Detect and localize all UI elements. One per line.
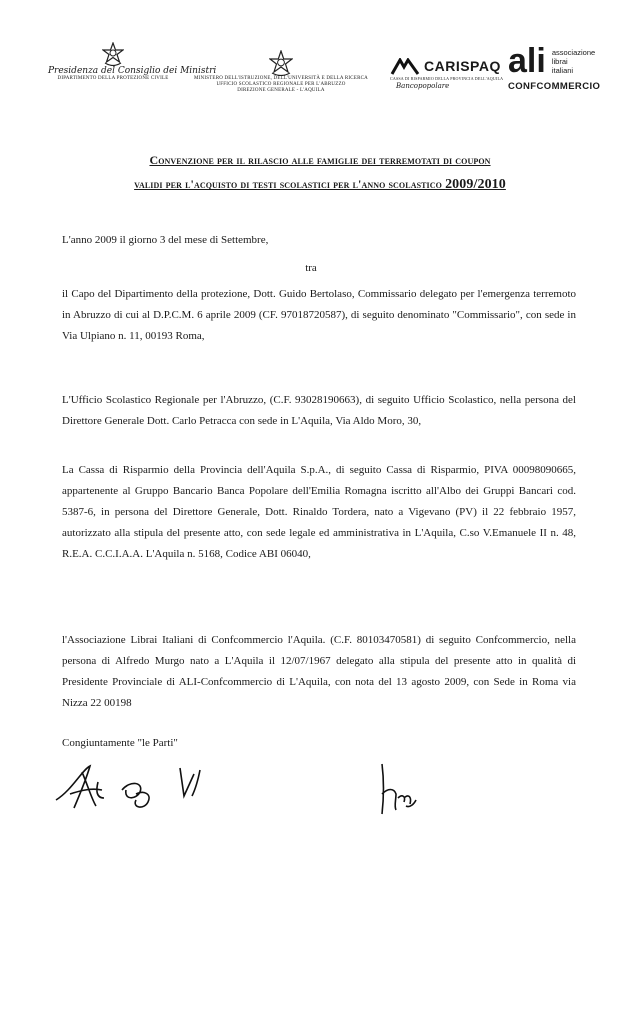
carispaq-subtext: CASSA DI RISPARMIO DELLA PROVINCIA DELL'AQUILA: [390, 76, 504, 82]
party-confcommercio: l'Associazione Librai Italiani di Confcommercio l'Aquila. (C.F. 80103470581) di seguito Confcommercio, nella persona di Alfredo Murgo nato a L'Aquila il 12/07/1967 delegato alla stipula del presente atto in qualità di Presidente Provinciale di ALI-Confcommercio di L'Aquila, con nota del 13 agosto 2009, con Sede in Roma via Nizza 22 00198: [62, 634, 576, 709]
carispaq-logo: [390, 58, 502, 90]
tra-line: tra: [305, 262, 317, 274]
ali-side-line2: librai: [551, 57, 568, 66]
document-title-line2: [60, 177, 580, 193]
italian-emblem-icon: [102, 42, 124, 66]
date-line: L'anno 2009 il giorno 3 del mese di Settembre,: [62, 234, 269, 246]
carispaq-wordmark: CARISPAQ: [424, 58, 501, 74]
ali-side-line3: italiani: [551, 66, 574, 75]
party-cassa-di-risparmio: La Cassa di Risparmio della Provincia dell'Aquila S.p.A., di seguito Cassa di Risparmio, PIVA 00098090665, appartenente al Gruppo Bancario Banca Popolare dell'Emilia Romagna iscritto all'Albo dei Gruppi Bancari cod. 5387-6, in persona del Direttore Generale, Dott. Rinaldo Tordera, nato a Vigevano (PV) il 22 febbraio 1957, autorizzato alla stipula del presente atto, con sede legale ed amministrativa in L'Aquila, C.so V.Emanuele II n. 48, R.E.A. C.C.I.A.A. L'Aquila n. 5168, Codice ABI 06040,: [62, 464, 576, 560]
ali-logo: [508, 42, 604, 92]
presidenza-subtext: DIPARTIMENTO DELLA PROTEZIONE CIVILE: [57, 76, 169, 81]
letterhead: [0, 38, 622, 123]
signature-initials-left: [52, 760, 222, 820]
ali-side-line1: associazione: [551, 48, 596, 57]
presidenza-script: Presidenza del Consiglio dei Ministri: [48, 66, 217, 76]
ministero-line1: MINISTERO DELL'ISTRUZIONE, DELL'UNIVERSITÀ E DELLA RICERCA: [194, 76, 368, 81]
confcommercio-wordmark: CONFCOMMERCIO: [508, 81, 601, 92]
ministero-line2: UFFICIO SCOLASTICO REGIONALE PER L'ABRUZZO: [216, 82, 346, 87]
school-year: 2009/2010: [445, 177, 506, 192]
ministero-line3: DIREZIONE GENERALE - L'AQUILA: [237, 88, 325, 93]
congiuntamente-line: Congiuntamente "le Parti": [62, 737, 178, 749]
party-commissario: il Capo del Dipartimento della protezione, Dott. Guido Bertolaso, Commissario delegato per l'emergenza terremoto in Abruzzo di cui al D.P.C.M. 6 aprile 2009 (CF. 97018720587), di seguito denominato "Commissario", con sede in Via Ulpiano n. 11, 00193 Roma,: [62, 288, 576, 342]
bancopopolare-mark: Bancopopolare: [396, 82, 450, 91]
presidenza-logo: [48, 42, 217, 82]
ali-wordmark: ali: [508, 42, 546, 80]
carispaq-mark-icon: [390, 58, 420, 76]
document-title-line2-text: validi per l'acquisto di testi scolastici per l'anno scolastico: [134, 177, 446, 191]
italian-emblem-icon: [269, 50, 293, 76]
ministero-logo: [192, 50, 370, 94]
signature-initials-right: [376, 760, 436, 820]
ali-side-text: [552, 48, 595, 75]
document-title-line1: Convenzione per il rilascio alle famiglie dei terremotati di coupon: [149, 153, 491, 167]
party-ufficio-scolastico: L'Ufficio Scolastico Regionale per l'Abruzzo, (C.F. 93028190663), di seguito Ufficio Scolastico, nella persona del Direttore Generale Dott. Carlo Petracca con sede in L'Aquila, Via Aldo Moro, 30,: [62, 394, 576, 427]
